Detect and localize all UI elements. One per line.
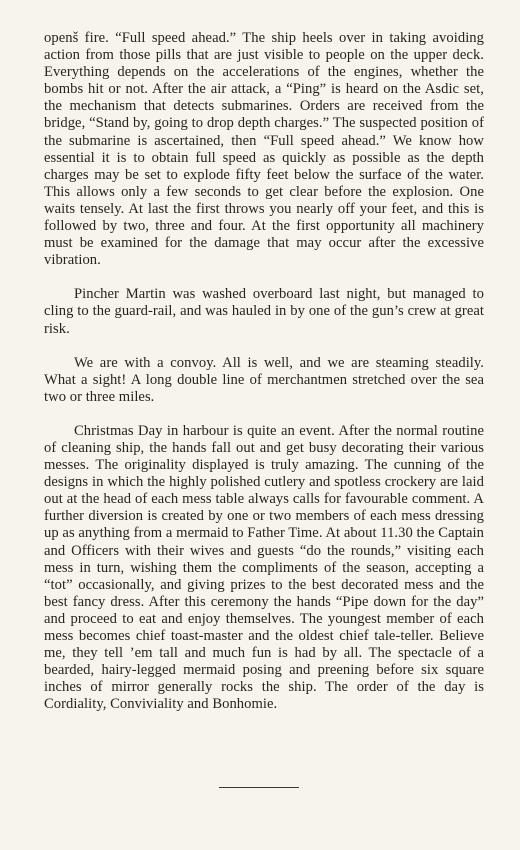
section-end-rule	[219, 787, 299, 788]
paragraph-convoy: We are with a convoy. All is well, and we are steaming steadily. What a sight! A long double line of merchantmen stretched over the sea two or three miles.	[44, 354, 484, 405]
body-text	[44, 30, 484, 713]
paragraph-depth-charge-attack: openš fire. “Full speed ahead.” The ship heels over in taking avoiding action from those pills that are just visible to people on the upper deck. Everything depends on the accelerations of the engines, whether the bombs hit or not. After the air attack, a “Ping” is heard on the Asdic set, the mechanism that detects submarines. Orders are received from the bridge, “Stand by, going to drop depth charges.” The suspected position of the submarine is ascertained, then “Full speed ahead.” We know how essential it is to obtain full speed as quickly as possible as the depth charges may be set to explode fifty feet below the surface of the water. This allows only a few seconds to get clear before the explosion. One waits tensely. At last the first throws you nearly off your feet, and this is followed by two, three and four. At the first opportunity all machinery must be examined for the damage that may occur after the excessive vibration.	[44, 30, 484, 269]
paragraph-christmas-day: Christmas Day in harbour is quite an event. After the normal routine of cleaning ship, the hands fall out and get busy decorating their various messes. The originality displayed is truly amazing. The cunning of the designs in which the highly polished cutlery and spotless crockery are laid out at the head of each mess table always calls for favourable comment. A further diversion is created by one or two members of each mess dressing up as anything from a mermaid to Father Time. At about 11.30 the Captain and Officers with their wives and guests “do the rounds,” visiting each mess in turn, wishing them the compliments of the season, accepting a “tot” occasionally, and giving prizes to the best decorated mess and the best fancy dress. After this ceremony the hands “Pipe down for the day” and proceed to eat and enjoy themselves. The youngest member of each mess becomes chief toast-master and the oldest chief tale-teller. Believe me, they tell ’em tall and much fun is had by all. The spectacle of a bearded, hairy-legged mermaid posing and preening before six square inches of mirror generally rocks the ship. The order of the day is Cordiality, Conviviality and Bonhomie.	[44, 422, 484, 713]
paragraph-pincher-martin: Pincher Martin was washed overboard last night, but managed to cling to the guard-rail, and was hauled in by one of the gun’s crew at great risk.	[44, 286, 484, 337]
